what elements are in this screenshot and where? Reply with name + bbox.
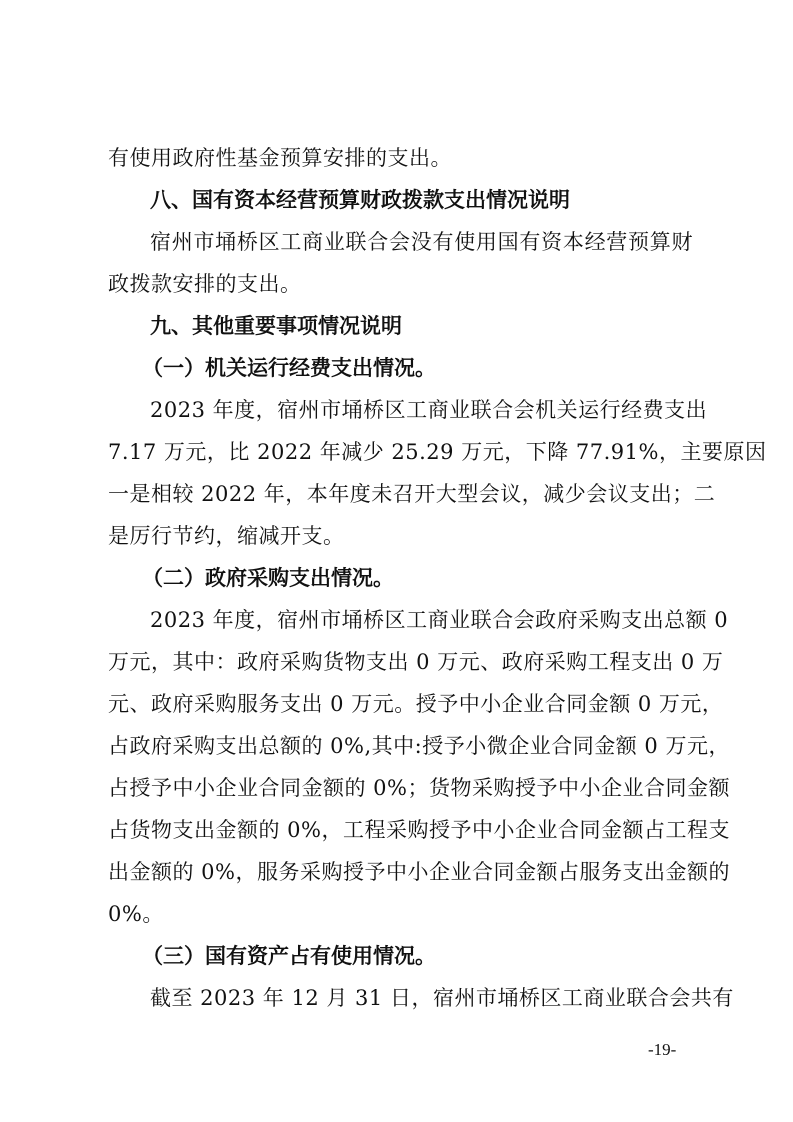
subsection-heading-1: （一）机关运行经费支出情况。 [142,356,436,380]
section-heading-9: 九、其他重要事项情况说明 [150,314,402,338]
paragraph-line: 出金额的 0%，服务采购授予中小企业合同金额占服务支出金额的 [108,860,730,884]
subsection-heading-3: （三）国有资产占有使用情况。 [142,944,436,968]
paragraph-line: 截至 2023 年 12 月 31 日，宿州市埇桥区工商业联合会共有 [150,986,734,1010]
paragraph-line: 宿州市埇桥区工商业联合会没有使用国有资本经营预算财 [150,230,693,254]
paragraph-line: 2023 年度，宿州市埇桥区工商业联合会政府采购支出总额 0 [150,608,729,632]
paragraph-line: 万元，其中：政府采购货物支出 0 万元、政府采购工程支出 0 万 [108,650,724,674]
paragraph-line: 是厉行节约，缩减开支。 [108,524,345,548]
paragraph-line: 元、政府采购服务支出 0 万元。授予中小企业合同金额 0 万元， [108,692,724,716]
paragraph-line: 一是相较 2022 年，本年度未召开大型会议，减少会议支出；二 [108,482,716,506]
paragraph-line: 7.17 万元，比 2022 年减少 25.29 万元，下降 77.91%，主要原因 [108,440,767,464]
paragraph-line: 占货物支出金额的 0%，工程采购授予中小企业合同金额占工程支 [108,818,730,842]
paragraph-line: 2023 年度，宿州市埇桥区工商业联合会机关运行经费支出 [150,398,708,422]
section-heading-8: 八、国有资本经营预算财政拨款支出情况说明 [150,188,570,212]
paragraph-line: 有使用政府性基金预算安排的支出。 [108,146,452,170]
page-number: -19- [648,1040,677,1059]
paragraph-line: 政拨款安排的支出。 [108,272,302,296]
subsection-heading-2: （二）政府采购支出情况。 [142,566,394,590]
paragraph-line: 占政府采购支出总额的 0%,其中:授予小微企业合同金额 0 万元， [108,734,730,758]
paragraph-line: 占授予中小企业合同金额的 0%；货物采购授予中小企业合同金额 [108,776,730,800]
paragraph-line: 0%。 [108,902,164,926]
